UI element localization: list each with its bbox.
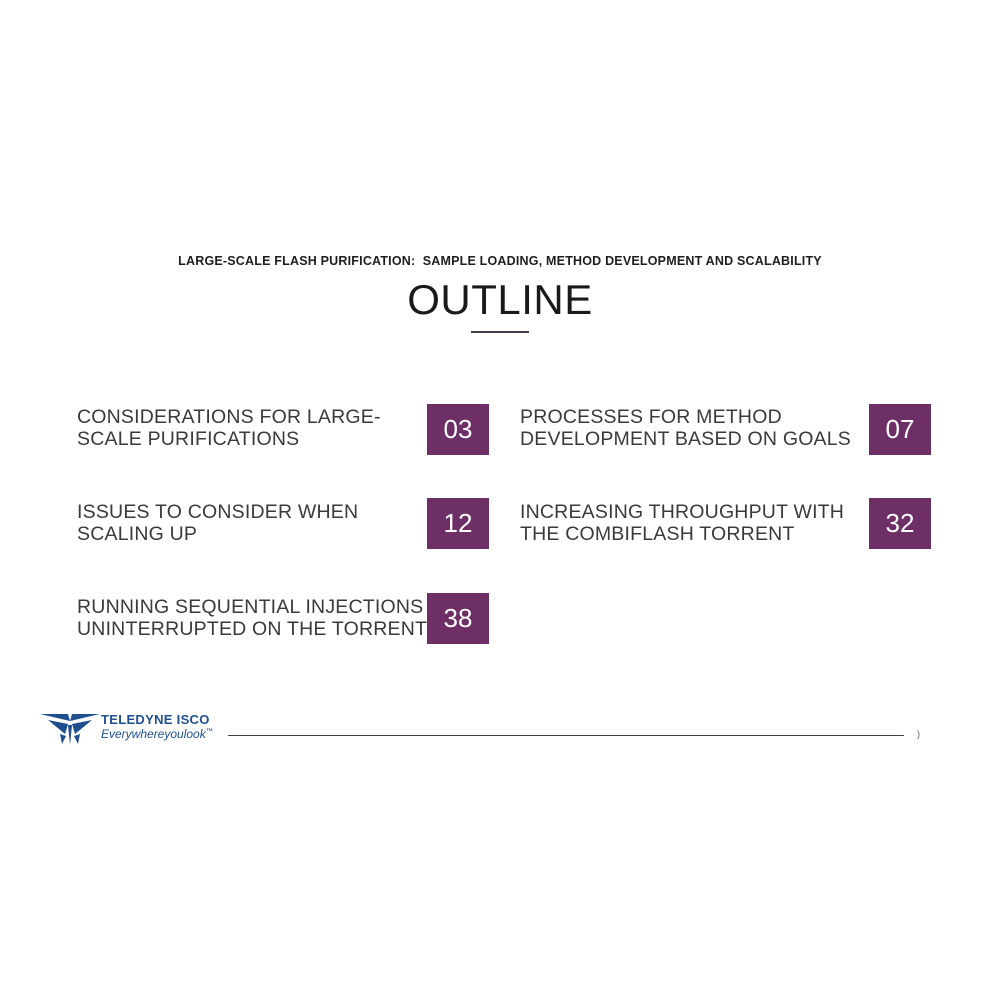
outline-entry-line: CONSIDERATIONS FOR LARGE- (77, 406, 381, 428)
brand-name: TELEDYNE ISCO (101, 712, 210, 727)
presentation-subtitle: LARGE-SCALE FLASH PURIFICATION: SAMPLE LOADING, METHOD DEVELOPMENT AND SCALABILITY (178, 254, 822, 268)
outline-entry-line: SCALING UP (77, 523, 198, 545)
trademark-symbol: ™ (205, 728, 213, 735)
outline-entry-line: ISSUES TO CONSIDER WHEN (77, 501, 359, 523)
outline-entry-label (77, 406, 422, 450)
slide-page-number: ) (917, 729, 920, 739)
brand-tagline (101, 727, 213, 741)
outline-entry-line: THE COMBIFLASH TORRENT (520, 523, 795, 545)
page-number-box[interactable]: 32 (869, 498, 931, 549)
outline-entry-label (520, 406, 865, 450)
outline-entry-label (520, 501, 865, 545)
page-number-box[interactable]: 07 (869, 404, 931, 455)
outline-entry-line: PROCESSES FOR METHOD (520, 406, 782, 428)
title-underline (471, 331, 529, 333)
outline-entry-label (77, 501, 422, 545)
outline-entry-label (77, 596, 428, 640)
outline-entry-line: INCREASING THROUGHPUT WITH (520, 501, 845, 523)
outline-entry-line: DEVELOPMENT BASED ON GOALS (520, 428, 852, 450)
page-number-box[interactable]: 12 (427, 498, 489, 549)
outline-entry-line: RUNNING SEQUENTIAL INJECTIONS (77, 596, 424, 618)
tagline-text: Everywhereyoulook (101, 727, 206, 741)
page-title: OUTLINE (407, 276, 593, 323)
outline-entry-line: UNINTERRUPTED ON THE TORRENT (77, 618, 428, 640)
footer-divider (228, 735, 904, 736)
outline-entry-line: SCALE PURIFICATIONS (77, 428, 300, 450)
teledyne-star-icon (38, 712, 102, 746)
page-number-box[interactable]: 38 (427, 593, 489, 644)
page-number-box[interactable]: 03 (427, 404, 489, 455)
